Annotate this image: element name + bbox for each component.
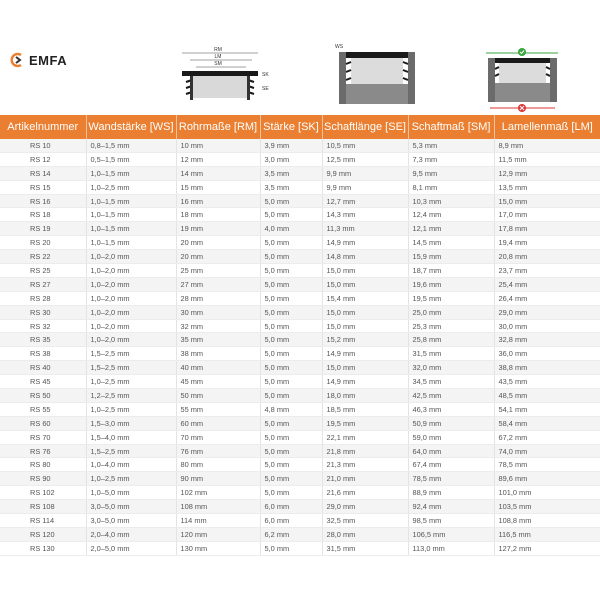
table-cell: 15,0 mm [322, 319, 408, 333]
header-staerke: Stärke [SK] [260, 115, 322, 139]
table-cell: 21,8 mm [322, 444, 408, 458]
table-cell: RS 30 [0, 305, 86, 319]
table-cell: 5,0 mm [260, 250, 322, 264]
table-cell: 1,5–2,5 mm [86, 347, 176, 361]
table-cell: 1,0–1,5 mm [86, 208, 176, 222]
table-cell: 19,4 mm [494, 236, 600, 250]
table-cell: 116,5 mm [494, 527, 600, 541]
table-cell: 5,3 mm [408, 139, 494, 152]
table-row [0, 402, 600, 416]
table-row [0, 472, 600, 486]
table-cell: RS 70 [0, 430, 86, 444]
table-cell: 5,0 mm [260, 333, 322, 347]
table-cell: 1,0–1,5 mm [86, 194, 176, 208]
table-cell: RS 10 [0, 139, 86, 152]
table-cell: 2,0–5,0 mm [86, 541, 176, 555]
table-cell: 5,0 mm [260, 208, 322, 222]
table-cell: 78,5 mm [494, 458, 600, 472]
label-sm: SM [214, 61, 222, 67]
table-row [0, 430, 600, 444]
table-cell: 1,0–1,5 mm [86, 166, 176, 180]
table-cell: 1,0–1,5 mm [86, 222, 176, 236]
table-cell: RS 35 [0, 333, 86, 347]
table-cell: 5,0 mm [260, 305, 322, 319]
table-cell: 1,0–2,0 mm [86, 264, 176, 278]
table-cell: 5,0 mm [260, 541, 322, 555]
table-body [0, 139, 600, 555]
table-cell: 120 mm [176, 527, 260, 541]
table-cell: 3,0–5,0 mm [86, 500, 176, 514]
table-cell: 14 mm [176, 166, 260, 180]
table-cell: 12,4 mm [408, 208, 494, 222]
table-row [0, 347, 600, 361]
label-rm: RM [214, 47, 222, 53]
table-cell: 5,0 mm [260, 486, 322, 500]
table-cell: 1,5–2,5 mm [86, 361, 176, 375]
table-cell: 130 mm [176, 541, 260, 555]
table-cell: 5,0 mm [260, 458, 322, 472]
table-cell: 7,3 mm [408, 152, 494, 166]
table-cell: 74,0 mm [494, 444, 600, 458]
header-wandstaerke: Wandstärke [WS] [86, 115, 176, 139]
table-cell: 15,0 mm [322, 264, 408, 278]
table-cell: 50 mm [176, 389, 260, 403]
table-cell: RS 18 [0, 208, 86, 222]
table-cell: 11,3 mm [322, 222, 408, 236]
table-cell: 103,5 mm [494, 500, 600, 514]
table-cell: 12,7 mm [322, 194, 408, 208]
table-cell: 1,0–2,5 mm [86, 402, 176, 416]
table-cell: 6,0 mm [260, 514, 322, 528]
table-cell: 38 mm [176, 347, 260, 361]
table-cell: 12,9 mm [494, 166, 600, 180]
table-cell: 25 mm [176, 264, 260, 278]
table-cell: 15 mm [176, 180, 260, 194]
table-cell: 15,4 mm [322, 291, 408, 305]
emfa-logo-icon [10, 52, 26, 68]
table-cell: 102 mm [176, 486, 260, 500]
table-cell: 20 mm [176, 236, 260, 250]
table-cell: 10,3 mm [408, 194, 494, 208]
table-row [0, 236, 600, 250]
table-cell: 6,2 mm [260, 527, 322, 541]
table-cell: RS 16 [0, 194, 86, 208]
table-cell: RS 45 [0, 375, 86, 389]
table-cell: 55 mm [176, 402, 260, 416]
table-cell: 30 mm [176, 305, 260, 319]
table-cell: 28,0 mm [322, 527, 408, 541]
table-cell: 11,5 mm [494, 152, 600, 166]
table-cell: 98,5 mm [408, 514, 494, 528]
table-cell: 27 mm [176, 277, 260, 291]
table-cell: RS 55 [0, 402, 86, 416]
table-cell: 16 mm [176, 194, 260, 208]
table-cell: 1,5–3,0 mm [86, 416, 176, 430]
table-cell: 113,0 mm [408, 541, 494, 555]
table-cell: 89,6 mm [494, 472, 600, 486]
table-cell: 21,3 mm [322, 458, 408, 472]
table-cell: 5,0 mm [260, 194, 322, 208]
table-row [0, 389, 600, 403]
table-cell: 32,0 mm [408, 361, 494, 375]
table-cell: 32 mm [176, 319, 260, 333]
table-cell: 5,0 mm [260, 291, 322, 305]
table-cell: 0,5–1,5 mm [86, 152, 176, 166]
table-cell: 59,0 mm [408, 430, 494, 444]
table-cell: 1,0–2,0 mm [86, 277, 176, 291]
dimension-diagram [178, 44, 273, 106]
table-cell: 76 mm [176, 444, 260, 458]
table-cell: 1,0–5,0 mm [86, 486, 176, 500]
table-row [0, 139, 600, 152]
table-row [0, 166, 600, 180]
table-row [0, 277, 600, 291]
table-cell: RS 50 [0, 389, 86, 403]
label-ws: WS [335, 44, 344, 50]
table-row [0, 527, 600, 541]
header-lamellenmass: Lamellenmaß [LM] [494, 115, 600, 139]
table-cell: RS 38 [0, 347, 86, 361]
table-cell: 3,5 mm [260, 166, 322, 180]
table-cell: 21,0 mm [322, 472, 408, 486]
table-cell: 43,5 mm [494, 375, 600, 389]
table-cell: 1,0–1,5 mm [86, 236, 176, 250]
table-cell: 14,9 mm [322, 347, 408, 361]
table-cell: 2,0–4,0 mm [86, 527, 176, 541]
table-cell: 1,0–2,0 mm [86, 319, 176, 333]
table-cell: 19,5 mm [322, 416, 408, 430]
table-header-row [0, 115, 600, 139]
table-cell: 58,4 mm [494, 416, 600, 430]
table-cell: 1,5–4,0 mm [86, 430, 176, 444]
table-cell: 34,5 mm [408, 375, 494, 389]
table-cell: 19,6 mm [408, 277, 494, 291]
table-cell: 19,5 mm [408, 291, 494, 305]
table-cell: 45 mm [176, 375, 260, 389]
table-cell: 15,0 mm [322, 305, 408, 319]
table-cell: 4,8 mm [260, 402, 322, 416]
table-cell: 25,0 mm [408, 305, 494, 319]
table-cell: 4,0 mm [260, 222, 322, 236]
table-cell: 1,0–2,5 mm [86, 472, 176, 486]
table-cell: 54,1 mm [494, 402, 600, 416]
label-se: SE [262, 86, 269, 92]
table-cell: 8,9 mm [494, 139, 600, 152]
table-cell: RS 80 [0, 458, 86, 472]
table-cell: 20 mm [176, 250, 260, 264]
table-cell: 29,0 mm [494, 305, 600, 319]
table-cell: 101,0 mm [494, 486, 600, 500]
table-cell: 3,5 mm [260, 180, 322, 194]
table-cell: 23,7 mm [494, 264, 600, 278]
table-cell: 46,3 mm [408, 402, 494, 416]
header-schaftlaenge: Schaftlänge [SE] [322, 115, 408, 139]
table-cell: 18,7 mm [408, 264, 494, 278]
table-row [0, 180, 600, 194]
table-cell: 12,1 mm [408, 222, 494, 236]
table-cell: 1,0–2,0 mm [86, 333, 176, 347]
table-cell: RS 14 [0, 166, 86, 180]
header-schaftmass: Schaftmaß [SM] [408, 115, 494, 139]
table-cell: 108 mm [176, 500, 260, 514]
table-row [0, 194, 600, 208]
table-cell: 42,5 mm [408, 389, 494, 403]
table-cell: 38,8 mm [494, 361, 600, 375]
table-cell: 108,8 mm [494, 514, 600, 528]
table-row [0, 361, 600, 375]
table-cell: 6,0 mm [260, 500, 322, 514]
table-cell: RS 32 [0, 319, 86, 333]
table-cell: 8,1 mm [408, 180, 494, 194]
table-cell: 36,0 mm [494, 347, 600, 361]
emfa-logo [10, 52, 67, 68]
table-cell: 15,0 mm [322, 361, 408, 375]
table-cell: 3,0–5,0 mm [86, 514, 176, 528]
table-cell: 28 mm [176, 291, 260, 305]
table-cell: 5,0 mm [260, 375, 322, 389]
table-row [0, 541, 600, 555]
table-cell: 14,8 mm [322, 250, 408, 264]
table-cell: 106,5 mm [408, 527, 494, 541]
table-cell: RS 19 [0, 222, 86, 236]
table-cell: 92,4 mm [408, 500, 494, 514]
wall-thickness-diagram [333, 40, 423, 105]
table-row [0, 319, 600, 333]
product-table [0, 115, 600, 556]
table-cell: 20,8 mm [494, 250, 600, 264]
table-cell: RS 90 [0, 472, 86, 486]
table-cell: 90 mm [176, 472, 260, 486]
table-cell: 18,5 mm [322, 402, 408, 416]
table-cell: 12 mm [176, 152, 260, 166]
table-cell: 114 mm [176, 514, 260, 528]
table-cell: RS 25 [0, 264, 86, 278]
table-cell: RS 40 [0, 361, 86, 375]
table-cell: 0,8–1,5 mm [86, 139, 176, 152]
table-row [0, 416, 600, 430]
table-cell: 5,0 mm [260, 389, 322, 403]
table-cell: 15,2 mm [322, 333, 408, 347]
table-row [0, 291, 600, 305]
table-cell: 5,0 mm [260, 277, 322, 291]
table-cell: 5,0 mm [260, 472, 322, 486]
table-cell: RS 15 [0, 180, 86, 194]
table-cell: 14,9 mm [322, 236, 408, 250]
table-cell: 9,5 mm [408, 166, 494, 180]
table-cell: 32,5 mm [322, 514, 408, 528]
table-cell: 64,0 mm [408, 444, 494, 458]
table-cell: RS 60 [0, 416, 86, 430]
table-cell: 5,0 mm [260, 416, 322, 430]
table-cell: 5,0 mm [260, 236, 322, 250]
table-cell: 19 mm [176, 222, 260, 236]
table-cell: 35 mm [176, 333, 260, 347]
table-cell: 88,9 mm [408, 486, 494, 500]
table-cell: RS 20 [0, 236, 86, 250]
label-lm: LM [214, 54, 222, 60]
table-cell: RS 28 [0, 291, 86, 305]
table-row [0, 305, 600, 319]
table-cell: 1,0–2,5 mm [86, 375, 176, 389]
table-cell: 50,9 mm [408, 416, 494, 430]
table-cell: 5,0 mm [260, 361, 322, 375]
table-cell: 3,9 mm [260, 139, 322, 152]
table-cell: RS 130 [0, 541, 86, 555]
table-cell: 9,9 mm [322, 166, 408, 180]
table-cell: 67,4 mm [408, 458, 494, 472]
table-cell: RS 76 [0, 444, 86, 458]
table-row [0, 152, 600, 166]
label-sk: SK [262, 72, 269, 78]
table-cell: 15,0 mm [494, 194, 600, 208]
table-row [0, 222, 600, 236]
table-row [0, 264, 600, 278]
table-cell: 14,9 mm [322, 375, 408, 389]
table-cell: 14,3 mm [322, 208, 408, 222]
table-cell: RS 108 [0, 500, 86, 514]
table-cell: 78,5 mm [408, 472, 494, 486]
table-cell: 1,5–2,5 mm [86, 444, 176, 458]
table-cell: 29,0 mm [322, 500, 408, 514]
table-cell: 18 mm [176, 208, 260, 222]
table-row [0, 208, 600, 222]
table-cell: 5,0 mm [260, 444, 322, 458]
header-rohrmasse: Rohrmaße [RM] [176, 115, 260, 139]
table-row [0, 486, 600, 500]
table-cell: 10,5 mm [322, 139, 408, 152]
table-cell: 30,0 mm [494, 319, 600, 333]
table-cell: 80 mm [176, 458, 260, 472]
table-cell: 10 mm [176, 139, 260, 152]
table-row [0, 333, 600, 347]
table-cell: 12,5 mm [322, 152, 408, 166]
table-cell: 31,5 mm [408, 347, 494, 361]
table-row [0, 375, 600, 389]
table-cell: 127,2 mm [494, 541, 600, 555]
table-cell: 1,2–2,5 mm [86, 389, 176, 403]
table-cell: 5,0 mm [260, 347, 322, 361]
table-cell: 1,0–2,0 mm [86, 305, 176, 319]
table-cell: 48,5 mm [494, 389, 600, 403]
table-row [0, 500, 600, 514]
table-cell: 1,0–2,0 mm [86, 291, 176, 305]
table-cell: 14,5 mm [408, 236, 494, 250]
table-cell: 1,0–2,0 mm [86, 250, 176, 264]
table-cell: 25,8 mm [408, 333, 494, 347]
table-cell: 22,1 mm [322, 430, 408, 444]
table-cell: RS 102 [0, 486, 86, 500]
measurement-check-diagram [480, 44, 565, 114]
table-cell: 15,9 mm [408, 250, 494, 264]
table-cell: 40 mm [176, 361, 260, 375]
table-cell: 70 mm [176, 430, 260, 444]
table-cell: RS 120 [0, 527, 86, 541]
table-cell: 1,0–2,5 mm [86, 180, 176, 194]
table-cell: 15,0 mm [322, 277, 408, 291]
table-cell: 25,3 mm [408, 319, 494, 333]
table-cell: 5,0 mm [260, 264, 322, 278]
table-cell: 21,6 mm [322, 486, 408, 500]
table-cell: 1,0–4,0 mm [86, 458, 176, 472]
table-cell: 5,0 mm [260, 430, 322, 444]
table-cell: 5,0 mm [260, 319, 322, 333]
table-row [0, 514, 600, 528]
header-artikelnummer: Artikelnummer [0, 115, 86, 139]
table-cell: 17,0 mm [494, 208, 600, 222]
table-cell: RS 12 [0, 152, 86, 166]
table-row [0, 444, 600, 458]
table-cell: RS 114 [0, 514, 86, 528]
table-cell: 25,4 mm [494, 277, 600, 291]
table-cell: 31,5 mm [322, 541, 408, 555]
table-cell: 17,8 mm [494, 222, 600, 236]
table-cell: 9,9 mm [322, 180, 408, 194]
table-cell: RS 27 [0, 277, 86, 291]
table-cell: 13,5 mm [494, 180, 600, 194]
table-cell: 26,4 mm [494, 291, 600, 305]
table-row [0, 250, 600, 264]
table-cell: 60 mm [176, 416, 260, 430]
table-cell: RS 22 [0, 250, 86, 264]
check-icon [518, 48, 526, 56]
table-row [0, 458, 600, 472]
table-cell: 3,0 mm [260, 152, 322, 166]
brand-name: EMFA [29, 52, 68, 68]
table-cell: 32,8 mm [494, 333, 600, 347]
table-cell: 67,2 mm [494, 430, 600, 444]
table-cell: 18,0 mm [322, 389, 408, 403]
